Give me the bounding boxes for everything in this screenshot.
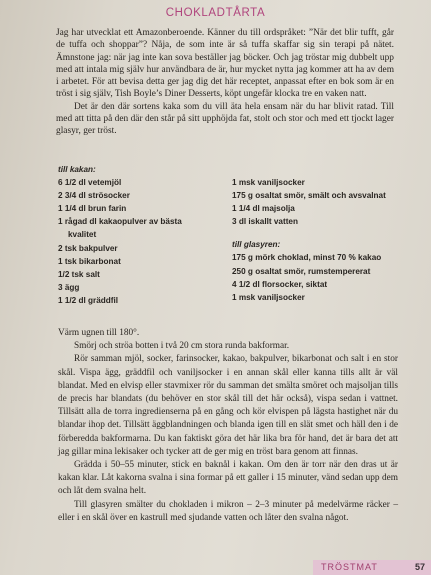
ingredient-line: 1 1/2 dl gräddfil	[58, 295, 119, 305]
ingredient-line: 3 ägg	[58, 282, 80, 292]
ingredient-line: 2 tsk bakpulver	[58, 243, 118, 253]
page-title: CHOKLADTÅRTA	[165, 7, 266, 19]
ingredient-line: 3 dl iskallt vatten	[232, 217, 298, 227]
page-footer	[313, 560, 431, 575]
method-text	[58, 327, 398, 525]
method-step: Värm ugnen till 180°.	[58, 328, 140, 338]
method-step: Grädda i 50–55 minuter, stick en baknål i kakan. Om den är torr när den dras ut är kakan klar. Låt kakorna svalna i sina formar på ett galler i 15 minuter, vänd sedan upp dem och låt dem svalna helt.	[58, 460, 398, 497]
ingredient-line: 6 1/2 dl vetemjöl	[58, 178, 122, 188]
ingredient-line: 1 rågad dl kakaopulver av bästa	[58, 217, 182, 227]
intro-paragraph: Det är den där sortens kaka som du vill äta hela ensam när du har blivit ratad. Till med att titta på den där den står på sitt upphöjda fat, stolt och stor och med ett tjockt lager glasyr, ger tröst.	[56, 101, 394, 137]
ingredient-line: 4 1/2 dl florsocker, siktat	[232, 279, 328, 289]
page-number: 57	[414, 562, 425, 572]
ingredient-line: 1 msk vaniljsocker	[232, 178, 305, 187]
ingredient-line: 1/2 tsk salt	[58, 269, 100, 279]
ingredient-line: 175 g osaltat smör, smält och avsvalnat	[232, 191, 386, 201]
intro-paragraph: Jag har utvecklat ett Amazonberoende. Känner du till ordspråket: ”När det blir tufft, går de tuffa och shoppar”? Nåja, de som inte är så tuffa skaffar sig sin terapi på nätet. Ämnstone jag: när jag inte kan sova beställer jag böcker. Och jag tröstar mig dubbelt upp med att intala mig själv hur användbara de är, hur mycket nytta jag kommer att ha av dem i arbetet. För att bevisa detta ger jag dig det här receptet, anpassat efter en bok som är en tröst i sig själv, Tish Boyle’s Diner Desserts, köpt ungefär klocka tre en vaken natt.	[56, 28, 394, 100]
intro-text	[56, 27, 394, 138]
ingredient-line: 2 3/4 dl strösocker	[58, 191, 130, 201]
ingredients-cake-column	[58, 163, 230, 307]
method-step: Smörj och ströa botten i två 20 cm stora runda bakformar.	[74, 341, 290, 352]
ingredient-line: 175 g mörk choklad, minst 70 % kakao	[232, 253, 382, 263]
ingredient-line: 1 1/4 dl majsolja	[232, 204, 295, 214]
ingredient-line: 1 tsk bikarbonat	[58, 256, 121, 266]
ingredient-line: 1 1/4 dl brun farin	[58, 204, 127, 214]
section-name: TRÖSTMAT	[321, 562, 378, 572]
ingredient-line: 250 g osaltat smör, rumstempererat	[232, 266, 371, 276]
ingredient-line: 1 msk vaniljsocker	[232, 292, 305, 302]
ingredients-right-column	[232, 163, 402, 304]
ingredient-line: kvalitet	[68, 230, 97, 240]
glaze-heading: till glasyren:	[232, 240, 281, 250]
method-step: Rör samman mjöl, socker, farinsocker, kakao, bakpulver, bikarbonat och salt i en stor skål. Vispa ägg, gräddfil och vaniljsocker i en annan skål eller kanna tills allt är väl blandat. Med en elvisp eller stavmixer rör du samman det smälta smöret och majsoljan tills de precis har blandats (du behöver en stor skål till det här också), vispa sedan i vattnet. Tillsätt alla de torra ingredienserna på en gång och kör elvispen på lägsta hastighet när du blandar ihop det. Tillsätt äggblandningen och blanda igen till en slät smet och häll den i de förberedda bakformarna. Du kan faktiskt göra det här lika bra för hand, det är bara det att jag gillar mina lekisaker och tycker att de ger mig en tröst bara genom att finnas.	[58, 354, 398, 457]
cake-heading: till kakan:	[58, 165, 96, 174]
method-step: Till glasyren smälter du chokladen i mikron – 2–3 minuter på medelvärme räcker – eller i en skål över en kastrull med sjudande vatten och låter den svalna något.	[58, 499, 398, 523]
